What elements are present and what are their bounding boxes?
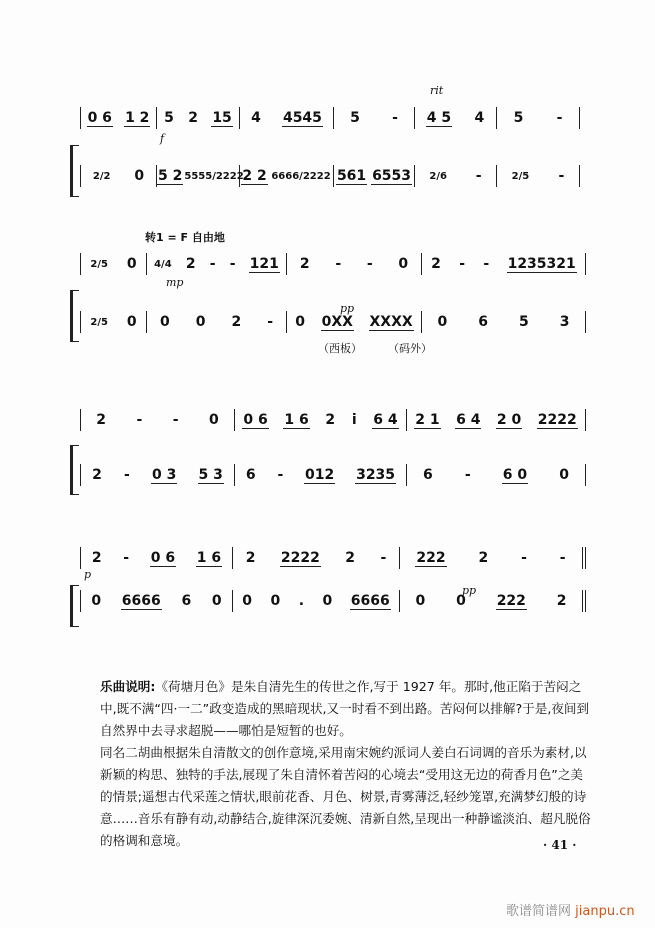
measure (235, 464, 407, 486)
note-group: 6666/2222 (271, 170, 331, 182)
note-group: 2 (299, 256, 310, 272)
note-group: 4545 (282, 109, 322, 126)
note-group: 0 (126, 314, 137, 330)
note-group: 0 (295, 314, 306, 330)
measure (407, 409, 586, 431)
note-group: - (172, 412, 179, 428)
note-group: 0 (437, 314, 448, 330)
note-group: 2 (185, 256, 196, 272)
note-group: 2222 (280, 549, 320, 566)
note-group: 0 6 (243, 411, 268, 428)
system-2-lower-staff (80, 311, 586, 333)
note-group: - (521, 550, 527, 566)
description-paragraph-1: 《荷塘月色》是朱自清先生的传世之作,写于 1927 年。那时,他正陷于苦闷之中,既不满“四·一二”政变造成的黑暗现状,又一时看不到出路。苦闷何以排解?于是,夜间到自然界中去寻求超脱——哪怕是短暂的也好。 (100, 679, 590, 738)
note-group: 4 (474, 110, 485, 126)
note-group: 15 (212, 109, 232, 126)
watermark-cn: 歌谱简谱网 (506, 904, 572, 919)
note-group: 0 (456, 593, 466, 609)
note-group: 3235 (356, 466, 396, 483)
note-group: 0 (126, 256, 137, 272)
measure (240, 107, 334, 129)
note-group: 0 (415, 593, 426, 609)
note-group: 0 (322, 593, 333, 609)
note-group: 2/5 (511, 170, 530, 182)
rit-marking: rit (430, 84, 444, 97)
measure (157, 165, 244, 187)
note-group: - (558, 168, 565, 184)
note-group: 5555/2222 (184, 170, 244, 182)
measure (400, 590, 586, 612)
note-group: 0 (195, 314, 206, 330)
dynamic-f: f (160, 132, 165, 145)
note-group: 2/5 (90, 258, 108, 270)
description-paragraph-2: 同名二胡曲根据朱自清散文的创作意境,采用南宋婉约派词人姜白石词调的音乐为素材,以新颖的构思、独特的手法,展现了朱自清怀着苦闷的心境去“受用这无边的荷香月色”之美的情景;遥想古代采莲之情状,眼前花香、月色、树景,青雾薄泛,轻纱笼罩,充满梦幻般的诗意……音乐有静有动,动静结合,旋律深沉委婉、清新自然,呈现出一种静谧淡泊、超凡脱俗的格调和意境。 (100, 745, 591, 848)
note-group: 0 (209, 412, 219, 428)
watermark (506, 900, 635, 919)
note-group: - (464, 467, 471, 483)
note-group: 2 (245, 550, 256, 566)
key-change: 转1 = F 自由地 (145, 231, 225, 244)
note-group: 1 2 (125, 109, 150, 126)
dynamic-p: p (84, 568, 92, 581)
note-group: 6 (423, 467, 433, 483)
note-group: 2 (556, 593, 567, 609)
measure (235, 409, 407, 431)
note-group: 6 (181, 593, 192, 609)
note-group: i (351, 412, 357, 428)
note-group: - (366, 256, 373, 272)
note-group: 0 6 (150, 549, 176, 566)
measure (80, 253, 147, 275)
note-group: 0 (242, 593, 252, 609)
note-group: 6666 (121, 592, 161, 609)
system-2-upper-staff (80, 253, 586, 275)
note-group: 0 (134, 168, 145, 184)
measure (334, 107, 415, 129)
note-group: 4 5 (426, 109, 452, 126)
dynamic-pp: pp (462, 584, 477, 597)
note-group: 6 (245, 467, 256, 483)
note-group: 0 (559, 467, 569, 483)
note-group: 0 (159, 314, 170, 330)
note-group: 2 2 (242, 167, 267, 184)
note-group: 2 0 (496, 411, 522, 428)
note-group: 2 (231, 314, 242, 330)
note-group: 222 (416, 549, 446, 566)
note-group: 0 (398, 256, 409, 272)
note-group: 6 4 (373, 411, 398, 428)
note-group: - (209, 256, 216, 272)
note-group: 1 6 (284, 411, 309, 428)
measure (147, 311, 287, 333)
measure (233, 547, 400, 569)
system-1-upper-staff (80, 107, 586, 129)
measure (80, 547, 233, 569)
note-group: 2222 (537, 411, 577, 428)
note-group: 0 (91, 593, 102, 609)
measure (157, 107, 240, 129)
note-group: - (556, 110, 563, 126)
brace (70, 290, 79, 342)
note-group: 4/4 (154, 258, 172, 270)
measure (422, 311, 586, 333)
note-group: - (475, 168, 482, 184)
note-group: 222 (496, 592, 526, 609)
note-group: 6 4 (456, 411, 481, 428)
label-xiban: （西板） (318, 342, 362, 355)
note-group: 2 (188, 110, 198, 126)
measure (287, 311, 422, 333)
label-mawai: （码外） (388, 342, 432, 355)
note-group: - (483, 256, 490, 272)
dynamic-mp: mp (166, 276, 184, 289)
measure (80, 311, 147, 333)
note-group: - (392, 110, 398, 126)
measure (407, 464, 586, 486)
measure (415, 107, 497, 129)
note-group: 1235321 (507, 255, 576, 272)
system-4-upper-staff (80, 547, 586, 569)
note-group: 2 (325, 412, 336, 428)
measure (334, 165, 415, 187)
note-group: 0 (270, 593, 281, 609)
note-group: 6666 (350, 592, 390, 609)
system-3-lower-staff (80, 464, 586, 486)
note-group: 2 (345, 550, 356, 566)
note-group: 3 (559, 314, 570, 330)
note-group: - (277, 467, 284, 483)
note-group: 2 (431, 256, 441, 272)
note-group: - (380, 550, 387, 566)
note-group: 2/5 (90, 316, 108, 328)
description-heading: 乐曲说明: (100, 679, 156, 694)
note-group: 0 3 (151, 466, 177, 483)
note-group: 0 6 (87, 109, 112, 126)
note-group: - (124, 467, 130, 483)
note-group: 5 3 (198, 466, 223, 483)
measure (147, 253, 287, 275)
note-group: 5 (350, 110, 360, 126)
note-group: 5 2 (158, 167, 183, 184)
note-group: 012 (305, 466, 335, 483)
note-group: 121 (249, 255, 279, 272)
note-group: 2 (91, 550, 102, 566)
note-group: 2/2 (92, 170, 111, 182)
note-group: 2 1 (415, 411, 440, 428)
note-group: 0 (211, 593, 222, 609)
dynamic-pp: pp (340, 302, 355, 315)
system-3-upper-staff (80, 409, 586, 431)
measure (400, 547, 586, 569)
brace (70, 145, 79, 197)
note-group: 6 0 (502, 466, 528, 483)
piece-description (100, 676, 595, 852)
brace (70, 585, 79, 627)
note-group: XXXX (369, 313, 413, 330)
measure (422, 253, 586, 275)
watermark-en: jianpu.cn (575, 904, 635, 919)
measure (240, 165, 334, 187)
note-group: 2 (92, 467, 102, 483)
system-1-lower-staff (80, 165, 586, 187)
note-group: - (267, 314, 273, 330)
measure (415, 165, 497, 187)
measure (80, 107, 157, 129)
measure (80, 409, 235, 431)
measure (287, 253, 422, 275)
note-group: 0XX (321, 313, 353, 330)
measure (497, 165, 580, 187)
measure (80, 464, 235, 486)
note-group: 4 (251, 110, 261, 126)
measure (497, 107, 580, 129)
brace (70, 445, 79, 495)
note-group: - (559, 550, 566, 566)
note-group: 561 (336, 167, 367, 184)
note-group: 6553 (372, 167, 412, 184)
note-group: 5 (513, 110, 524, 126)
page-number: · 41 · (543, 838, 577, 852)
note-group: . (298, 593, 305, 609)
measure (80, 165, 157, 187)
system-4-lower-staff (80, 590, 586, 612)
note-group: - (229, 256, 236, 272)
note-group: 2 (478, 550, 489, 566)
note-group: 2/6 (429, 170, 447, 182)
note-group: - (123, 550, 130, 566)
measure (233, 590, 400, 612)
note-group: - (335, 256, 342, 272)
note-group: 1 6 (196, 549, 222, 566)
measure (80, 590, 233, 612)
note-group: - (136, 412, 143, 428)
note-group: 5 (164, 110, 174, 126)
note-group: 6 (478, 314, 488, 330)
note-group: 2 (96, 412, 106, 428)
note-group: - (459, 256, 466, 272)
note-group: 5 (519, 314, 529, 330)
